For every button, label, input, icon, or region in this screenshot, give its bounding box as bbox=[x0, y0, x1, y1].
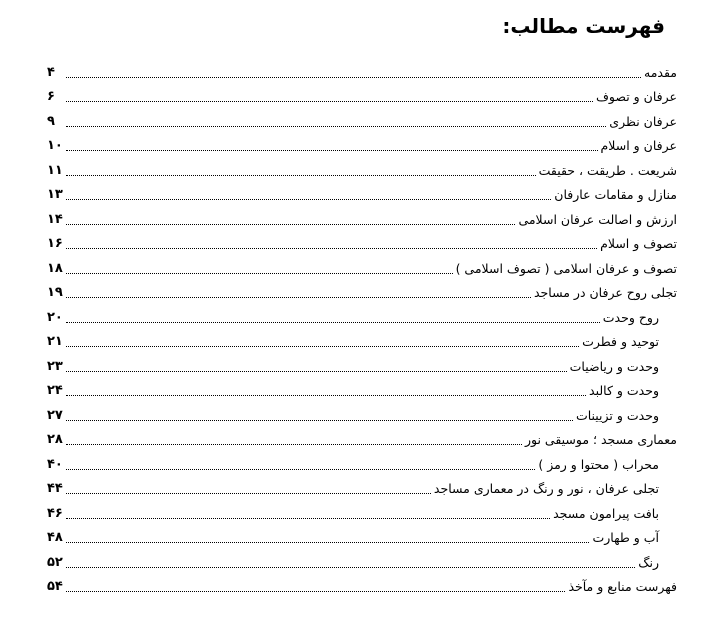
dot-leader bbox=[66, 296, 531, 298]
toc-page-number: ۴۶ bbox=[47, 505, 63, 521]
dot-leader bbox=[66, 76, 641, 78]
toc-entry-title: تصوف و اسلام bbox=[600, 236, 677, 251]
toc-page-number: ۴۸ bbox=[47, 530, 63, 545]
dot-leader bbox=[66, 223, 515, 225]
dot-leader bbox=[66, 590, 565, 592]
toc-entry bbox=[47, 278, 677, 303]
toc-entry bbox=[47, 82, 677, 107]
toc-page-number: ۱۳ bbox=[47, 187, 63, 202]
toc-entry-title: عرفان و اسلام bbox=[600, 138, 677, 153]
dot-leader bbox=[66, 247, 597, 249]
toc-page-number: ۹ bbox=[47, 113, 55, 129]
toc-page-number: ۲۱ bbox=[47, 334, 63, 349]
toc-entry-title: فهرست منابع و مآخذ bbox=[568, 579, 677, 594]
toc-entry-title: بافت پیرامون مسجد bbox=[553, 505, 659, 521]
toc-entry bbox=[47, 474, 677, 499]
toc-page-number: ۱۰ bbox=[47, 138, 63, 153]
toc-entry bbox=[47, 57, 677, 82]
toc-entry bbox=[47, 155, 677, 180]
toc-entry bbox=[47, 449, 677, 474]
dot-leader bbox=[66, 566, 635, 568]
dot-leader bbox=[66, 443, 522, 445]
toc-entry bbox=[47, 547, 677, 572]
toc-entry bbox=[47, 572, 677, 597]
toc-entry bbox=[47, 523, 677, 548]
dot-leader bbox=[66, 345, 579, 347]
toc-page-number: ۵۲ bbox=[47, 554, 63, 570]
toc-entry-title: عرفان نظری bbox=[609, 113, 677, 129]
dot-leader bbox=[66, 174, 536, 176]
toc-entry bbox=[47, 229, 677, 254]
dot-leader bbox=[66, 492, 431, 494]
dot-leader bbox=[66, 468, 535, 470]
toc-entry bbox=[47, 180, 677, 205]
toc-entry-title: آب و طهارت bbox=[592, 530, 659, 545]
toc-entry-title: وحدت و کالبد bbox=[589, 383, 659, 398]
dot-leader bbox=[66, 100, 593, 102]
toc-entry-title: معماری مسجد ؛ موسیقی نور bbox=[524, 432, 677, 447]
toc-page-number: ۵۴ bbox=[47, 579, 63, 594]
toc-entry-title: تصوف و عرفان اسلامی ( تصوف اسلامی ) bbox=[455, 260, 677, 276]
toc-page-number: ۱۶ bbox=[47, 236, 63, 251]
toc-entry-title: شریعت . طریقت ، حقیقت bbox=[538, 162, 677, 178]
dot-leader bbox=[66, 370, 567, 372]
toc-entry-title: رنگ bbox=[638, 554, 659, 570]
toc-entry-title: روح وحدت bbox=[602, 309, 659, 325]
dot-leader bbox=[66, 321, 600, 323]
toc-entry bbox=[47, 400, 677, 425]
dot-leader bbox=[66, 394, 586, 396]
toc-page-number: ۱۱ bbox=[47, 162, 63, 178]
toc-entry bbox=[47, 253, 677, 278]
toc-page-number: ۲۰ bbox=[47, 309, 63, 325]
toc-entry bbox=[47, 498, 677, 523]
dot-leader bbox=[66, 272, 453, 274]
toc-page-number: ۴۴ bbox=[47, 481, 63, 496]
toc-page-number: ۲۴ bbox=[47, 383, 63, 398]
dot-leader bbox=[66, 517, 550, 519]
table-of-contents bbox=[47, 57, 677, 596]
toc-page-number: ۱۹ bbox=[47, 285, 63, 300]
toc-page-number: ۶ bbox=[47, 89, 55, 104]
toc-entry-title: محراب ( محتوا و رمز ) bbox=[538, 456, 659, 472]
dot-leader bbox=[66, 149, 598, 151]
toc-entry-title: ارزش و اصالت عرفان اسلامی bbox=[518, 211, 677, 227]
toc-entry-title: تجلی عرفان ، نور و رنگ در معماری مساجد bbox=[433, 481, 659, 496]
toc-entry bbox=[47, 106, 677, 131]
toc-entry bbox=[47, 376, 677, 401]
dot-leader bbox=[66, 541, 589, 543]
page-title: فهرست مطالب: bbox=[502, 14, 665, 38]
toc-page-number: ۱۴ bbox=[47, 211, 63, 227]
dot-leader bbox=[66, 419, 573, 421]
toc-entry bbox=[47, 327, 677, 352]
toc-entry bbox=[47, 425, 677, 450]
toc-entry bbox=[47, 351, 677, 376]
toc-page-number: ۴ bbox=[47, 64, 55, 80]
toc-page-number: ۴۰ bbox=[47, 456, 63, 472]
toc-entry bbox=[47, 131, 677, 156]
toc-entry-title: منازل و مقامات عارفان bbox=[554, 187, 677, 202]
toc-entry-title: عرفان و تصوف bbox=[595, 89, 677, 104]
dot-leader bbox=[66, 198, 551, 200]
toc-entry-title: توحید و فطرت bbox=[582, 334, 659, 349]
toc-entry bbox=[47, 302, 677, 327]
toc-entry-title: وحدت و تزیینات bbox=[575, 407, 659, 423]
toc-page-number: ۲۷ bbox=[47, 407, 63, 423]
dot-leader bbox=[66, 125, 606, 127]
toc-page-number: ۲۸ bbox=[47, 432, 63, 447]
toc-entry-title: مقدمه bbox=[644, 64, 677, 80]
toc-entry-title: تجلی روح عرفان در مساجد bbox=[533, 285, 677, 300]
toc-entry bbox=[47, 204, 677, 229]
toc-page-number: ۱۸ bbox=[47, 260, 63, 276]
toc-entry-title: وحدت و ریاضیات bbox=[569, 358, 659, 374]
toc-page-number: ۲۳ bbox=[47, 358, 63, 374]
